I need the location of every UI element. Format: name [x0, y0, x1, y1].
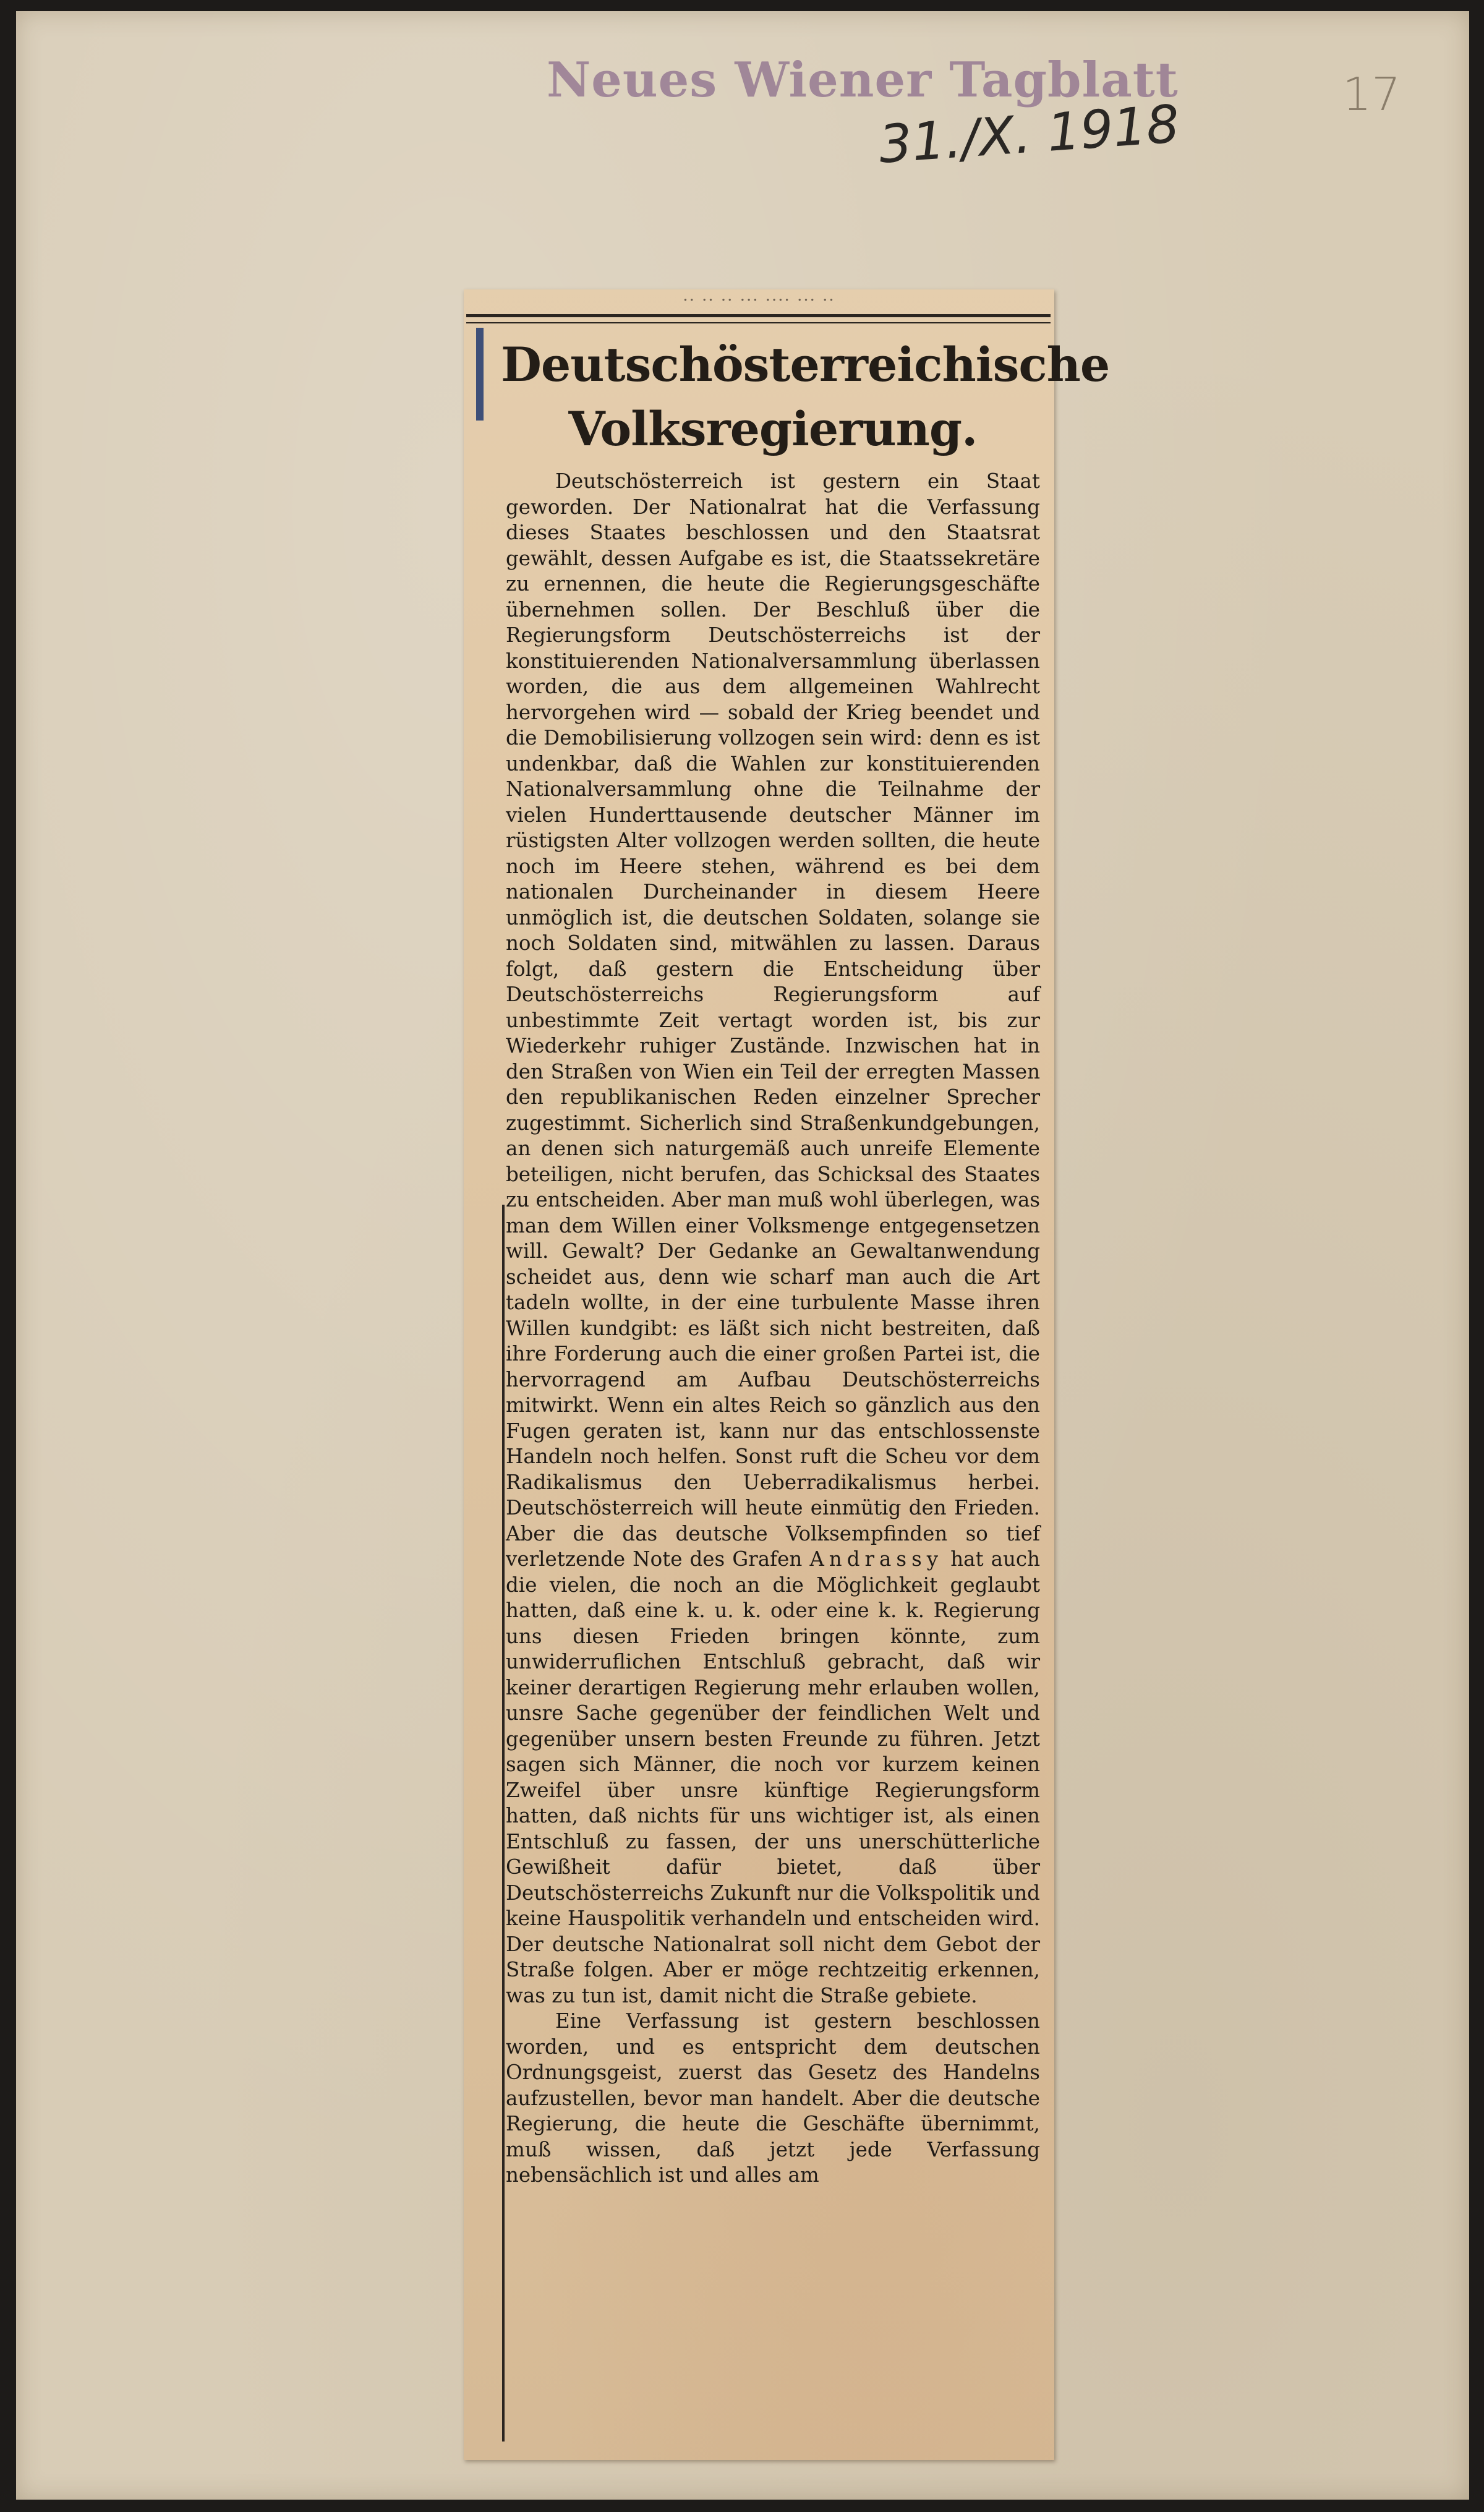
spaced-name: Andrassy: [809, 1547, 944, 1571]
top-rule: [466, 314, 1051, 323]
paragraph-text: Deutschösterreich ist gestern ein Staat geworden. Der Nationalrat hat die Verfassung dieses Staates beschlossen und den Staatsrat gewählt, dessen Aufgabe es ist, die Staatssekretäre zu ernennen, die heute die Regierungsgeschäfte übernehmen sollen. Der Beschluß über die Regierungsform Deutschösterreichs ist der konstituierenden Nationalversammlung überlassen worden, die aus dem allgemeinen Wahlrecht hervorgehen wird — sobald der Krieg beendet und die Demobilisierung vollzogen sein wird: denn es ist undenkbar, daß die Wahlen zur konstituierenden Nationalversammlung ohne die Teilnahme der vielen Hunderttausende deutscher Männer im rüstigsten Alter vollzogen werden sollten, die heute noch im Heere stehen, während es bei dem nationalen Durcheinander in diesem Heere unmöglich ist, die deutschen Soldaten, solange sie noch Soldaten sind, mitwählen zu lassen. Daraus folgt, daß gestern die Entscheidung über Deutschösterreichs Regierungsform auf unbestimmte Zeit vertagt worden ist, bis zur Wiederkehr ruhiger Zustände. Inzwischen hat in den Straßen von Wien ein Teil der erregten Massen den republikanischen Reden einzelner Sprecher zugestimmt. Sicherlich sind Straßenkundgebungen, an denen sich naturgemäß auch unreife Elemente beteiligen, nicht berufen, das Schicksal des Staates zu entscheiden. Aber man muß wohl überlegen, was man dem Willen einer Volksmenge entgegensetzen will. Gewalt? Der Gedanke an Gewaltanwendung scheidet aus, denn wie scharf man auch die Art tadeln wollte, in der eine turbulente Masse ihren Willen kundgibt: es läßt sich nicht bestreiten, daß ihre Forderung auch die einer großen Partei ist, die hervorragend am Aufbau Deutschösterreichs mitwirkt. Wenn ein altes Reich so gänzlich aus den Fugen geraten ist, kann nur das entschlossenste Handeln noch helfen. Sonst ruft die Scheu vor dem Radikalismus den Ueberradikalismus herbei. Deutschösterreich will heute einmütig den Frieden. Aber die das deutsche Volksempfinden so tief verletzende Note des Grafen: [506, 469, 1040, 1571]
margin-pencil-line: [502, 1205, 505, 2442]
article-paragraph: [506, 469, 1040, 2009]
article-paragraph: Eine Verfassung ist gestern beschlossen worden, und es entspricht dem deutschen Ordnungsgeist, zuerst das Gesetz des Handelns aufzustellen, bevor man handelt. Aber die deutsche Regierung, die heute die Geschäfte übernimmt, muß wissen, daß jetzt jede Verfassung nebensächlich ist und alles am: [506, 2009, 1040, 2187]
article-body: [506, 469, 1040, 2189]
blue-pencil-mark: [476, 328, 484, 421]
clipping-torn-top-edge: ·· ·· ·· ··· ···· ··· ··: [683, 291, 835, 310]
newspaper-clipping: [464, 289, 1110, 2460]
paragraph-text: hat auch die vielen, die noch an die Möglichkeit geglaubt hatten, daß eine k. u. k. oder eine k. k. Regierung uns diesen Frieden bringen könnte, zum unwiderruflichen Entschluß gebracht, daß wir keiner derartigen Regierung mehr erlauben wollen, unsre Sache gegenüber der feindlichen Welt und gegenüber unsern besten Freunde zu führen. Jetzt sagen sich Männer, die noch vor kurzem keinen Zweifel über unsre künftige Regierungsform hatten, daß nichts für uns wichtiger ist, als einen Entschluß zu fassen, der uns unerschütterliche Gewißheit dafür bietet, daß über Deutschösterreichs Zukunft nur die Volkspolitik und keine Hauspolitik verhandeln und entscheiden wird. Der deutsche Nationalrat soll nicht dem Gebot der Straße folgen. Aber er möge rechtzeitig erkennen, was zu tun ist, damit nicht die Straße gebiete.: [506, 1547, 1041, 2007]
newspaper-source-stamp: Neues Wiener Tagblatt: [547, 52, 1179, 108]
handwritten-page-number: 17: [1342, 68, 1401, 121]
handwritten-date: 31./X. 1918: [877, 93, 1182, 175]
article-headline: Deutschösterreichische Volksregierung.: [501, 337, 1110, 456]
